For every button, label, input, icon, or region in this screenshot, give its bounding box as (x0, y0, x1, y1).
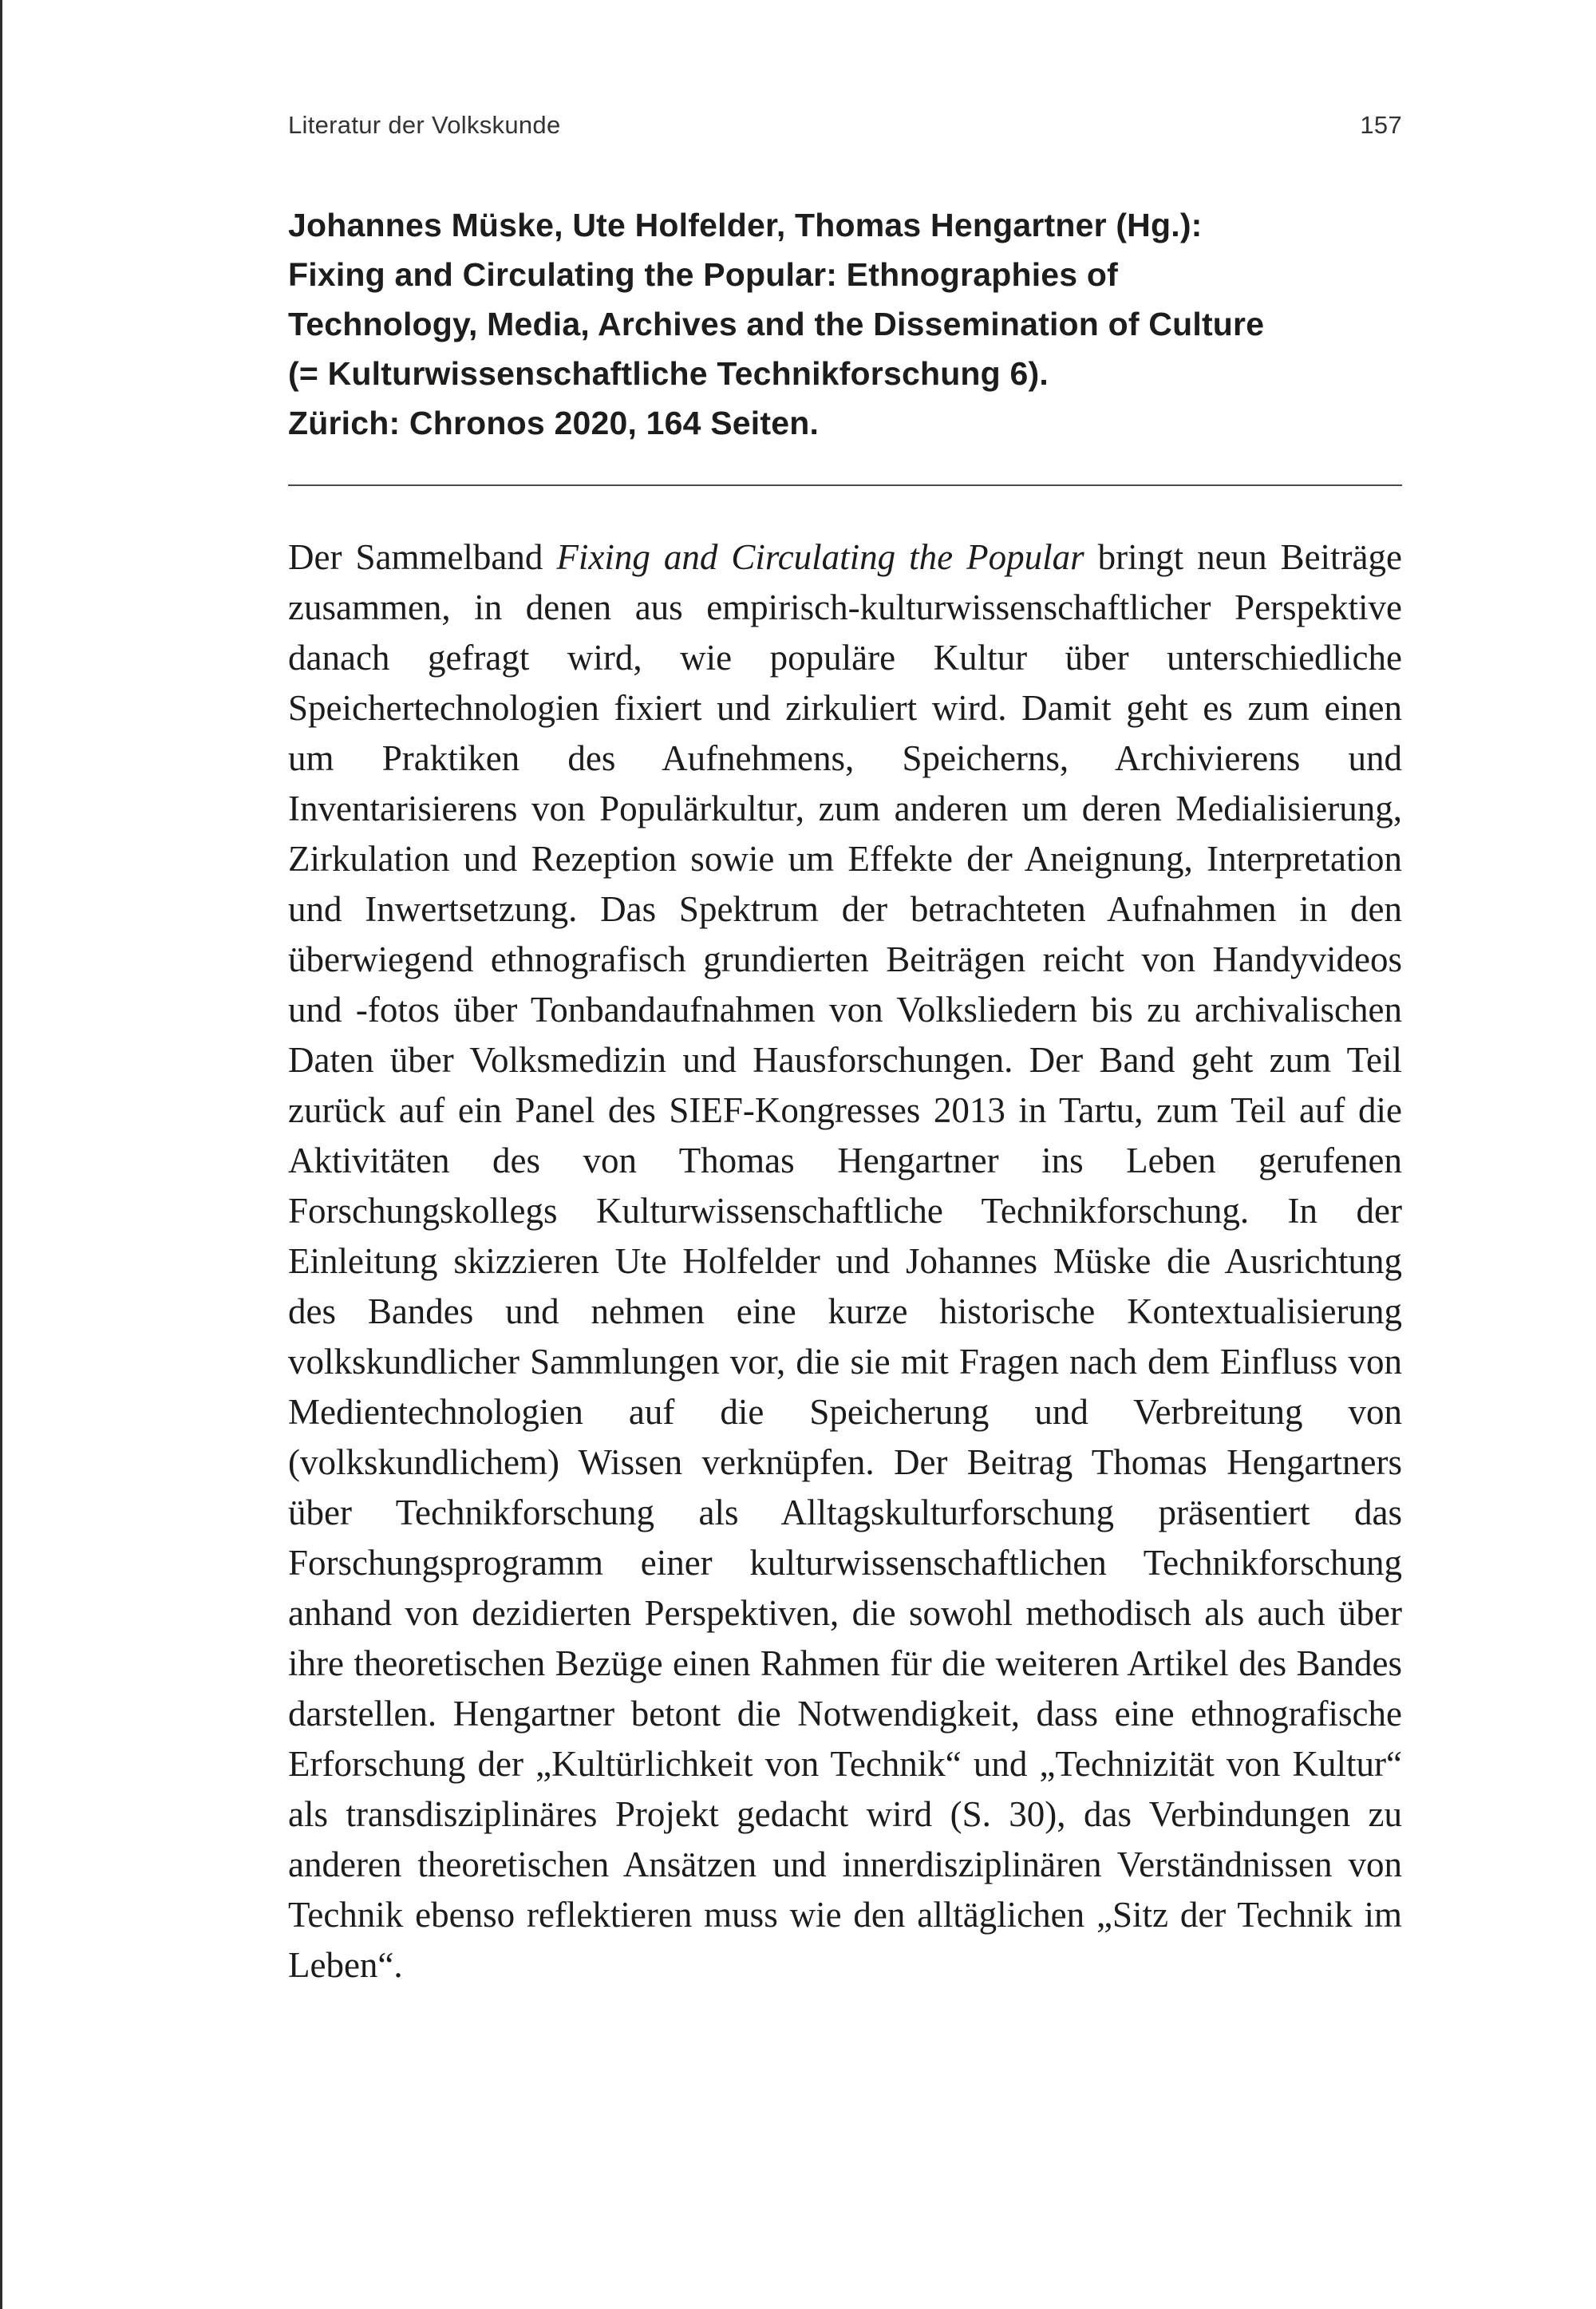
review-paragraph (288, 532, 1402, 1991)
citation-line-title-1: Fixing and Circulating the Popular: Ethnographies of (288, 256, 1118, 293)
page-edge-line (0, 0, 2, 2309)
citation-line-publisher: Zürich: Chronos 2020, 164 Seiten. (288, 405, 820, 441)
text-column (288, 0, 1402, 1991)
review-text-part1: Der Sammelband (288, 537, 557, 577)
citation-line-title-2: Technology, Media, Archives and the Dissemination of Culture (288, 306, 1265, 342)
review-text-part2: bringt neun Beiträge zusammen, in denen aus empirisch-kulturwissenschaftlicher Perspektive danach gefragt wird, wie populäre Kultur über unterschiedliche Speichertechnologien fixiert und zirkuliert wird. Damit geht es zum einen um Praktiken des Aufnehmens, Speicherns, Archivierens und Inventarisierens von Populärkultur, zum anderen um deren Medialisierung, Zirkulation und Rezeption sowie um Effekte der Aneignung, Interpretation und Inwertsetzung. Das Spektrum der betrachteten Aufnahmen in den überwiegend ethnografisch grundierten Beiträgen reicht von Handyvideos und -fotos über Tonbandaufnahmen von Volksliedern bis zu archivalischen Daten über Volksmedizin und Hausforschungen. Der Band geht zum Teil zurück auf ein Panel des SIEF-Kongresses 2013 in Tartu, zum Teil auf die Aktivitäten des von Thomas Hengartner ins Leben gerufenen Forschungskollegs Kulturwissenschaftliche Technikforschung. In der Einleitung skizzieren Ute Holfelder und Johannes Müske die Ausrichtung des Bandes und nehmen eine kurze historische Kontextualisierung volkskundlicher Sammlungen vor, die sie mit Fragen nach dem Einfluss von Medientechnologien auf die Speicherung und Verbreitung von (volkskundlichem) Wissen verknüpfen. Der Beitrag Thomas Hengartners über Technikforschung als Alltagskulturforschung präsentiert das Forschungsprogramm einer kulturwissenschaftlichen Technikforschung anhand von dezidierten Perspektiven, die sowohl methodisch als auch über ihre theoretischen Bezüge einen Rahmen für die weiteren Artikel des Bandes darstellen. Hengartner betont die Notwendigkeit, dass eine ethnografische Erforschung der „Kultürlichkeit von Technik“ und „Technizität von Kultur“ als transdisziplinäres Projekt gedacht wird (S. 30), das Verbindungen zu anderen theoretischen Ansätzen und innerdisziplinären Verständnissen von Technik ebenso reflektieren muss wie den alltäglichen „Sitz der Technik im Leben“. (288, 537, 1402, 1985)
citation-line-authors: Johannes Müske, Ute Holfelder, Thomas Hengartner (Hg.): (288, 207, 1203, 243)
running-head-section: Literatur der Volkskunde (288, 111, 561, 139)
page-number: 157 (1360, 111, 1402, 139)
divider-rule (288, 484, 1402, 486)
citation-line-series: (= Kulturwissenschaftliche Technikforschung 6). (288, 355, 1049, 392)
book-citation-heading (288, 200, 1402, 448)
running-head (288, 111, 1402, 140)
book-title-italic: Fixing and Circulating the Popular (556, 537, 1084, 577)
